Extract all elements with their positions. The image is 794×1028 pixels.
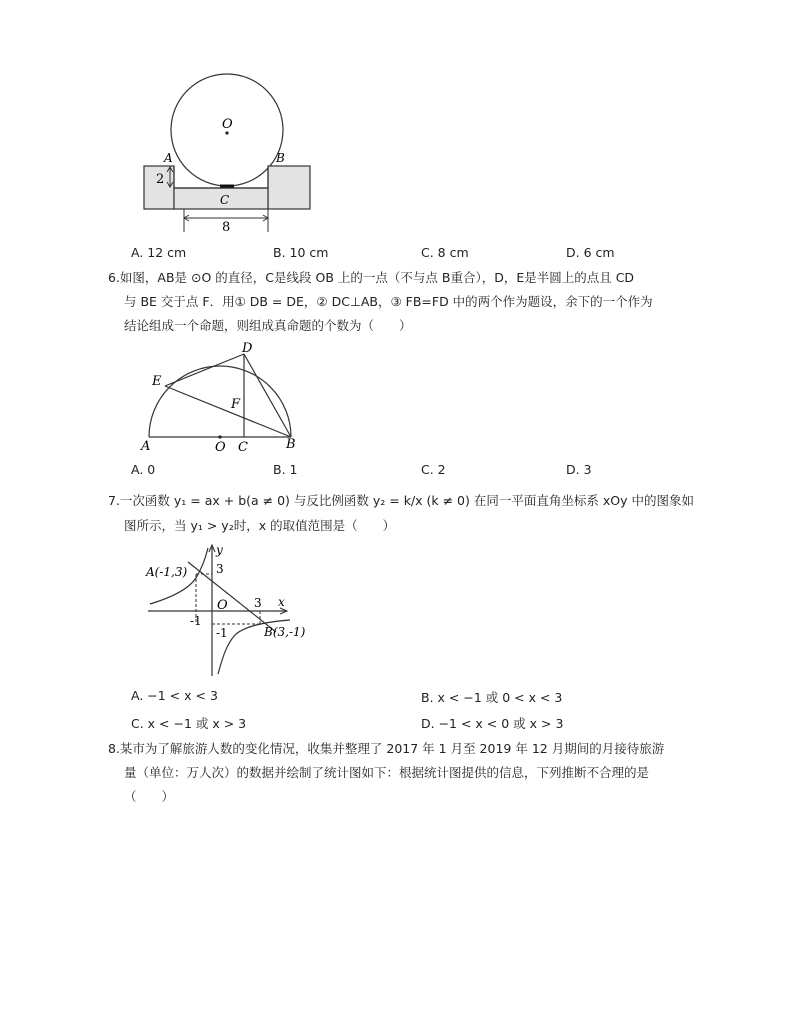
q5-label-b: B xyxy=(276,151,285,165)
q5-label-o: O xyxy=(222,117,233,132)
q6-stem-line-1: 6.如图，AB是 ⊙O 的直径，C是线段 OB 上的一点（不与点 B重合），D，E是半圆上的点且 CD xyxy=(108,270,635,285)
q7-stem-line-1: 7.一次函数 y₁ = ax + b(a ≠ 0) 与反比例函数 y₂ = k/x (k ≠ 0) 在同一平面直角坐标系 xOy 中的图象如 xyxy=(108,493,694,508)
q5-right-block xyxy=(268,166,310,209)
q5-label-height: 2 xyxy=(156,172,165,187)
q5-option-b[interactable]: B. 10 cm xyxy=(273,245,329,260)
q7-label-o: O xyxy=(217,598,228,613)
q7-tick-3-y: 3 xyxy=(216,562,224,576)
q7-tick-neg1-x: -1 xyxy=(190,614,202,628)
q7-label-x: x xyxy=(278,595,285,609)
q7-label-y: y xyxy=(216,543,223,557)
q6-option-c[interactable]: C. 2 xyxy=(421,462,446,477)
q6-label-o: O xyxy=(215,440,226,454)
q6-option-a[interactable]: A. 0 xyxy=(131,462,156,477)
q6-option-b[interactable]: B. 1 xyxy=(273,462,298,477)
q6-label-d: D xyxy=(242,342,253,356)
q5-label-c: C xyxy=(220,193,230,207)
q6-semicircle xyxy=(149,366,291,437)
q7-tick-neg1-y: -1 xyxy=(216,626,228,640)
q8-stem-line-3: （ ） xyxy=(124,789,175,804)
q7-figure xyxy=(140,540,330,680)
q7-label-a: A(-1,3) xyxy=(146,565,188,579)
q6-stem-line-2: 与 BE 交于点 F．用① DB = DE，② DC⊥AB，③ FB=FD 中的两个作为题设，余下的一个作为 xyxy=(124,294,653,309)
q6-label-f: F xyxy=(231,397,241,412)
q7-option-b[interactable]: B. x < −1 或 0 < x < 3 xyxy=(421,690,563,705)
q6-stem-line-3: 结论组成一个命题，则组成真命题的个数为（ ） xyxy=(124,318,412,333)
q7-label-b: B(3,-1) xyxy=(264,625,306,639)
q5-label-width: 8 xyxy=(222,220,231,235)
q7-option-a[interactable]: A. −1 < x < 3 xyxy=(131,688,218,703)
q6-label-c: C xyxy=(238,440,248,454)
q7-tick-3-x: 3 xyxy=(254,596,262,610)
q8-stem-line-2: 量（单位：万人次）的数据并绘制了统计图如下：根据统计图提供的信息，下列推断不合理的是 xyxy=(124,765,650,780)
q6-figure xyxy=(140,342,310,454)
q7-option-d[interactable]: D. −1 < x < 0 或 x > 3 xyxy=(421,716,564,731)
q5-option-c[interactable]: C. 8 cm xyxy=(421,245,469,260)
q6-label-e: E xyxy=(152,374,162,389)
q6-label-a: A xyxy=(141,439,151,454)
q5-option-a[interactable]: A. 12 cm xyxy=(131,245,187,260)
q5-label-a: A xyxy=(164,151,173,165)
q5-option-d[interactable]: D. 6 cm xyxy=(566,245,615,260)
q8-stem-line-1: 8.某市为了解旅游人数的变化情况，收集并整理了 2017 年 1 月至 2019 年 12 月期间的月接待旅游 xyxy=(108,741,665,756)
q6-label-b: B xyxy=(286,437,296,452)
q5-figure xyxy=(130,68,330,240)
q7-option-c[interactable]: C. x < −1 或 x > 3 xyxy=(131,716,247,731)
q7-stem-line-2: 图所示，当 y₁ > y₂时，x 的取值范围是（ ） xyxy=(124,518,396,533)
q6-option-d[interactable]: D. 3 xyxy=(566,462,592,477)
